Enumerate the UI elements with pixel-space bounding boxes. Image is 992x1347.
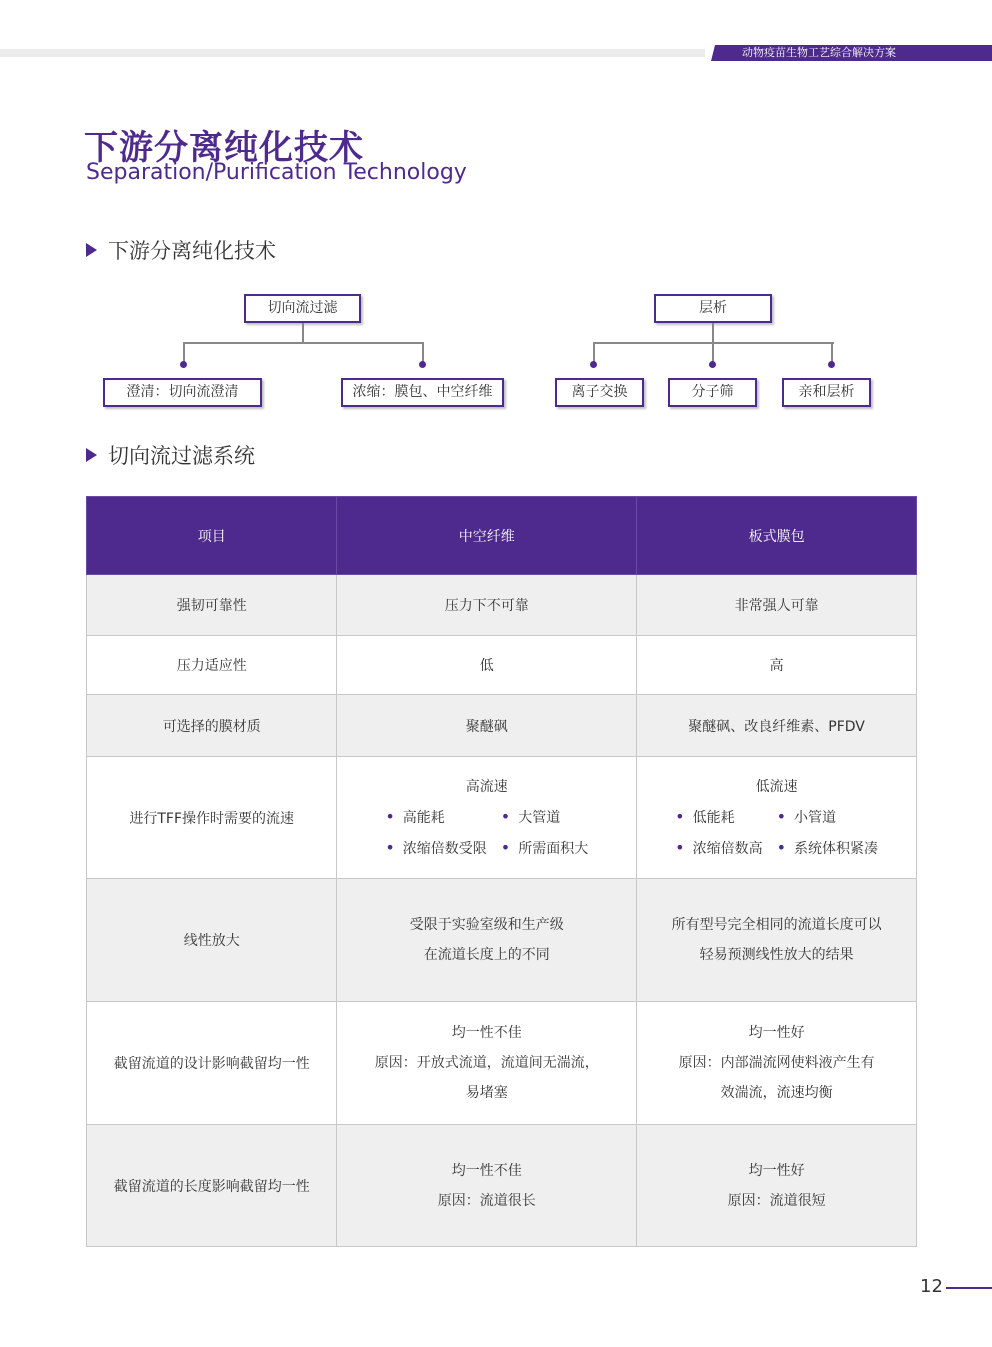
table-header-row (87, 497, 917, 575)
connector-line (712, 342, 714, 362)
plate-cell (637, 1125, 917, 1247)
table-row (87, 879, 917, 1002)
cell-line: 均一性好 (748, 1162, 805, 1179)
bullet-item: • 所需面积大 (501, 833, 588, 864)
page-number-rule (946, 1287, 992, 1289)
cell-line: 原因：开放式流道，流道间无湍流， (374, 1055, 599, 1071)
row-label: 可选择的膜材质 (87, 695, 337, 757)
cell-line: 均一性好 (748, 1025, 805, 1041)
cell-line: 易堵塞 (465, 1085, 508, 1101)
connector-line (183, 342, 185, 362)
node-dot (709, 361, 716, 368)
cell-line: 原因：内部湍流网使料液产生有 (678, 1055, 875, 1071)
col-header-plate: 板式膜包 (637, 497, 917, 575)
header-banner-text: 动物疫苗生物工艺综合解决方案 (742, 46, 896, 59)
cell-line: 受限于实验室级和生产级 (409, 917, 564, 933)
connector-line (184, 342, 424, 344)
table-row (87, 695, 917, 757)
bullet-list (637, 802, 916, 864)
section-heading-downstream (86, 235, 276, 265)
page-title: 下游分离纯化技术 (84, 128, 364, 168)
hollow-cell: 聚醚砜 (337, 695, 637, 757)
row-label: 线性放大 (87, 879, 337, 1002)
section-heading-tff-system (86, 440, 255, 470)
cell-title: 低流速 (755, 778, 798, 795)
table-row (87, 757, 917, 879)
bullet-list (337, 802, 636, 864)
col-header-hollow-fiber: 中空纤维 (337, 497, 637, 575)
connector-line (831, 342, 833, 362)
hollow-cell (337, 1002, 637, 1125)
cell-line: 所有型号完全相同的流道长度可以 (671, 917, 882, 933)
node-dot (590, 361, 597, 368)
plate-cell (637, 879, 917, 1002)
hollow-cell (337, 757, 637, 879)
cell-title: 高流速 (465, 778, 508, 795)
table-row (87, 1125, 917, 1247)
cell-line: 均一性不佳 (451, 1162, 522, 1179)
header-divider (0, 49, 705, 57)
hollow-cell (337, 1125, 637, 1247)
bullet-item: • 浓缩倍数高 (675, 833, 762, 864)
row-label: 强韧可靠性 (87, 575, 337, 636)
page-number: 12 (920, 1276, 943, 1297)
node-dot (419, 361, 426, 368)
plate-cell: 聚醚砜、改良纤维素、PFDV (637, 695, 917, 757)
hollow-cell: 低 (337, 636, 637, 695)
section-heading-text: 切向流过滤系统 (108, 444, 255, 468)
tree-root-tff: 切向流过滤 (244, 294, 361, 323)
cell-line: 在流道长度上的不同 (423, 947, 550, 963)
connector-line (594, 342, 834, 344)
bullet-item: • 高能耗 (385, 802, 486, 833)
cell-line: 原因：流道很短 (727, 1192, 826, 1209)
node-dot (828, 361, 835, 368)
plate-cell: 非常强人可靠 (637, 575, 917, 636)
triangle-bullet-icon (86, 448, 97, 462)
cell-line: 效湍流，流速均衡 (720, 1085, 833, 1101)
cell-line: 原因：流道很长 (437, 1192, 536, 1209)
tree-child-affinity: 亲和层析 (782, 378, 871, 407)
col-header-item: 项目 (87, 497, 337, 575)
triangle-bullet-icon (86, 243, 97, 257)
connector-line (593, 342, 595, 362)
comparison-table (86, 496, 917, 1247)
bullet-item: • 浓缩倍数受限 (385, 833, 486, 864)
table-row (87, 575, 917, 636)
hollow-cell: 压力下不可靠 (337, 575, 637, 636)
plate-cell (637, 757, 917, 879)
section-heading-text: 下游分离纯化技术 (108, 239, 276, 263)
row-label: 截留流道的设计影响截留均一性 (87, 1002, 337, 1125)
tree-child-clarification: 澄清：切向流澄清 (103, 378, 262, 407)
tree-child-concentration: 浓缩：膜包、中空纤维 (341, 378, 504, 407)
table-row (87, 1002, 917, 1125)
connector-line (422, 342, 424, 362)
bullet-item: • 大管道 (501, 802, 588, 833)
bullet-item: • 小管道 (777, 802, 878, 833)
tree-root-chromatography: 层析 (654, 294, 772, 323)
plate-cell: 高 (637, 636, 917, 695)
cell-line: 均一性不佳 (451, 1025, 522, 1041)
tree-child-ion-exchange: 离子交换 (555, 378, 644, 407)
row-label: 进行TFF操作时需要的流速 (87, 757, 337, 879)
row-label: 压力适应性 (87, 636, 337, 695)
table-row (87, 636, 917, 695)
node-dot (180, 361, 187, 368)
bullet-item: • 系统体积紧凑 (777, 833, 878, 864)
bullet-item: • 低能耗 (675, 802, 762, 833)
row-label: 截留流道的长度影响截留均一性 (87, 1125, 337, 1247)
page-subtitle: Separation/Purification Technology (86, 160, 467, 185)
connector-line (302, 323, 304, 343)
connector-line (712, 323, 714, 343)
hollow-cell (337, 879, 637, 1002)
tree-child-molecular-sieve: 分子筛 (668, 378, 757, 407)
plate-cell (637, 1002, 917, 1125)
cell-line: 轻易预测线性放大的结果 (699, 947, 854, 963)
